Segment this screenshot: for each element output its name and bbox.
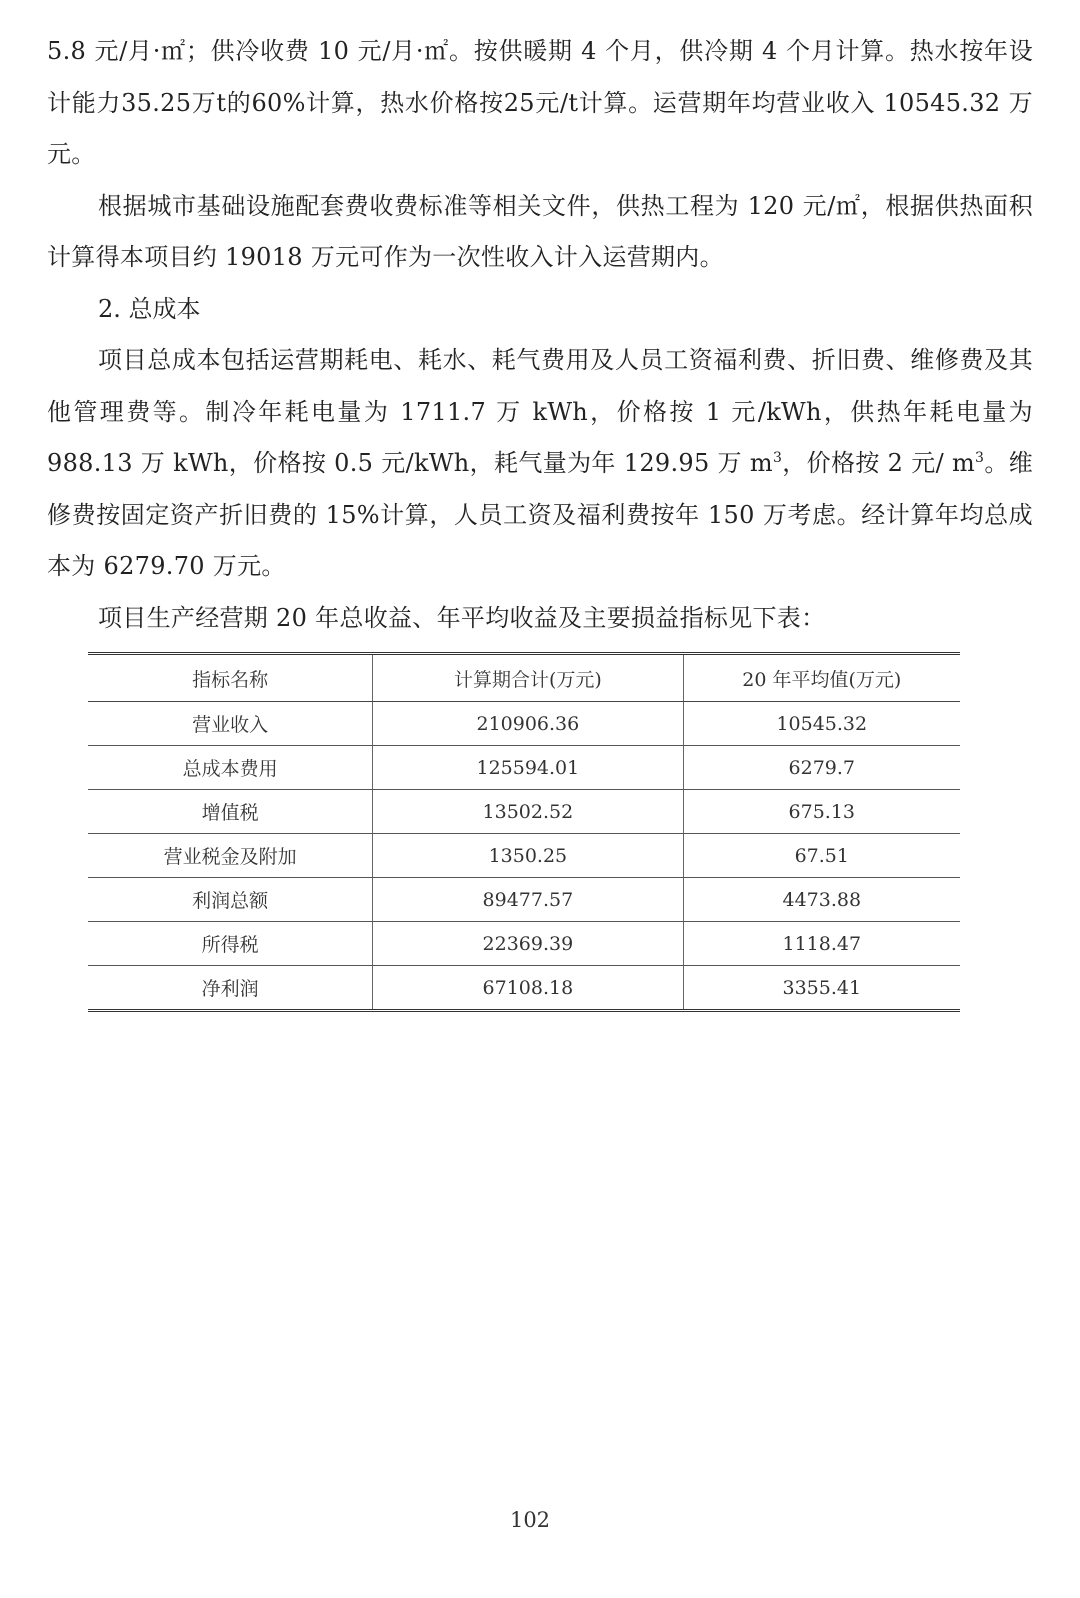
- page-number: 102: [509, 1508, 551, 1532]
- cell-indicator: 营业收入: [88, 702, 373, 746]
- cell-indicator: 营业税金及附加: [88, 834, 373, 878]
- table-row: [88, 746, 960, 790]
- table-row: [88, 878, 960, 922]
- paragraph-infrastructure-fee: 根据城市基础设施配套费收费标准等相关文件，供热工程为 120 元/㎡，根据供热面积计算得本项目约 19018 万元可作为一次性收入计入运营期内。: [47, 191, 1033, 271]
- cell-average: 10545.32: [683, 702, 960, 746]
- cell-indicator: 利润总额: [88, 878, 373, 922]
- paragraph-revenue-continued: 5.8 元/月·㎡；供冷收费 10 元/月·㎡。按供暖期 4 个月，供冷期 4 个月计算。热水按年设计能力35.25万t的60%计算，热水价格按25元/t计算。运营期年均营业收入 10545.32 万元。: [47, 37, 1033, 168]
- cell-total: 13502.52: [373, 790, 683, 834]
- section-heading-total-cost: 2. 总成本: [98, 294, 201, 323]
- body-text: [47, 26, 1033, 644]
- paragraph-total-cost: [47, 335, 1033, 593]
- table-row: [88, 790, 960, 834]
- table-row: [88, 922, 960, 966]
- cell-indicator: 增值税: [88, 790, 373, 834]
- cell-average: 675.13: [683, 790, 960, 834]
- cell-average: 6279.7: [683, 746, 960, 790]
- cell-average: 1118.47: [683, 922, 960, 966]
- table-row: [88, 702, 960, 746]
- column-header-indicator: 指标名称: [88, 654, 373, 702]
- cell-total: 67108.18: [373, 966, 683, 1011]
- profit-loss-table: [88, 652, 960, 1012]
- superscript-cubic: 3: [772, 450, 783, 466]
- cell-indicator: 净利润: [88, 966, 373, 1011]
- table-header-row: [88, 654, 960, 702]
- cell-average: 67.51: [683, 834, 960, 878]
- paragraph-total-cost-part-b: ，价格按 2 元/ m: [782, 449, 976, 477]
- profit-loss-table-container: [88, 652, 960, 1012]
- column-header-average: 20 年平均值(万元): [683, 654, 960, 702]
- cell-indicator: 总成本费用: [88, 746, 373, 790]
- cell-total: 22369.39: [373, 922, 683, 966]
- column-header-total: 计算期合计(万元): [373, 654, 683, 702]
- paragraph-total-cost-part-a: 项目总成本包括运营期耗电、耗水、耗气费用及人员工资福利费、折旧费、维修费及其他管理费等。制冷年耗电量为 1711.7 万 kWh，价格按 1 元/kWh，供热年耗电量为 988.13 万 kWh，价格按 0.5 元/kWh，耗气量为年 129.95 万 m: [47, 346, 1033, 477]
- cell-total: 210906.36: [373, 702, 683, 746]
- cell-total: 89477.57: [373, 878, 683, 922]
- table-row: [88, 834, 960, 878]
- cell-total: 1350.25: [373, 834, 683, 878]
- paragraph-total-cost-part-c: 。维修费按固定资产折旧费的 15%计算，人员工资及福利费按年 150 万考虑。经计算年均总成本为 6279.70 万元。: [47, 449, 1033, 580]
- cell-total: 125594.01: [373, 746, 683, 790]
- paragraph-table-intro: 项目生产经营期 20 年总收益、年平均收益及主要损益指标见下表：: [98, 603, 826, 632]
- cell-average: 4473.88: [683, 878, 960, 922]
- table-row: [88, 966, 960, 1011]
- cell-average: 3355.41: [782, 976, 862, 999]
- cell-indicator: 所得税: [88, 922, 373, 966]
- superscript-cubic: 3: [975, 450, 985, 466]
